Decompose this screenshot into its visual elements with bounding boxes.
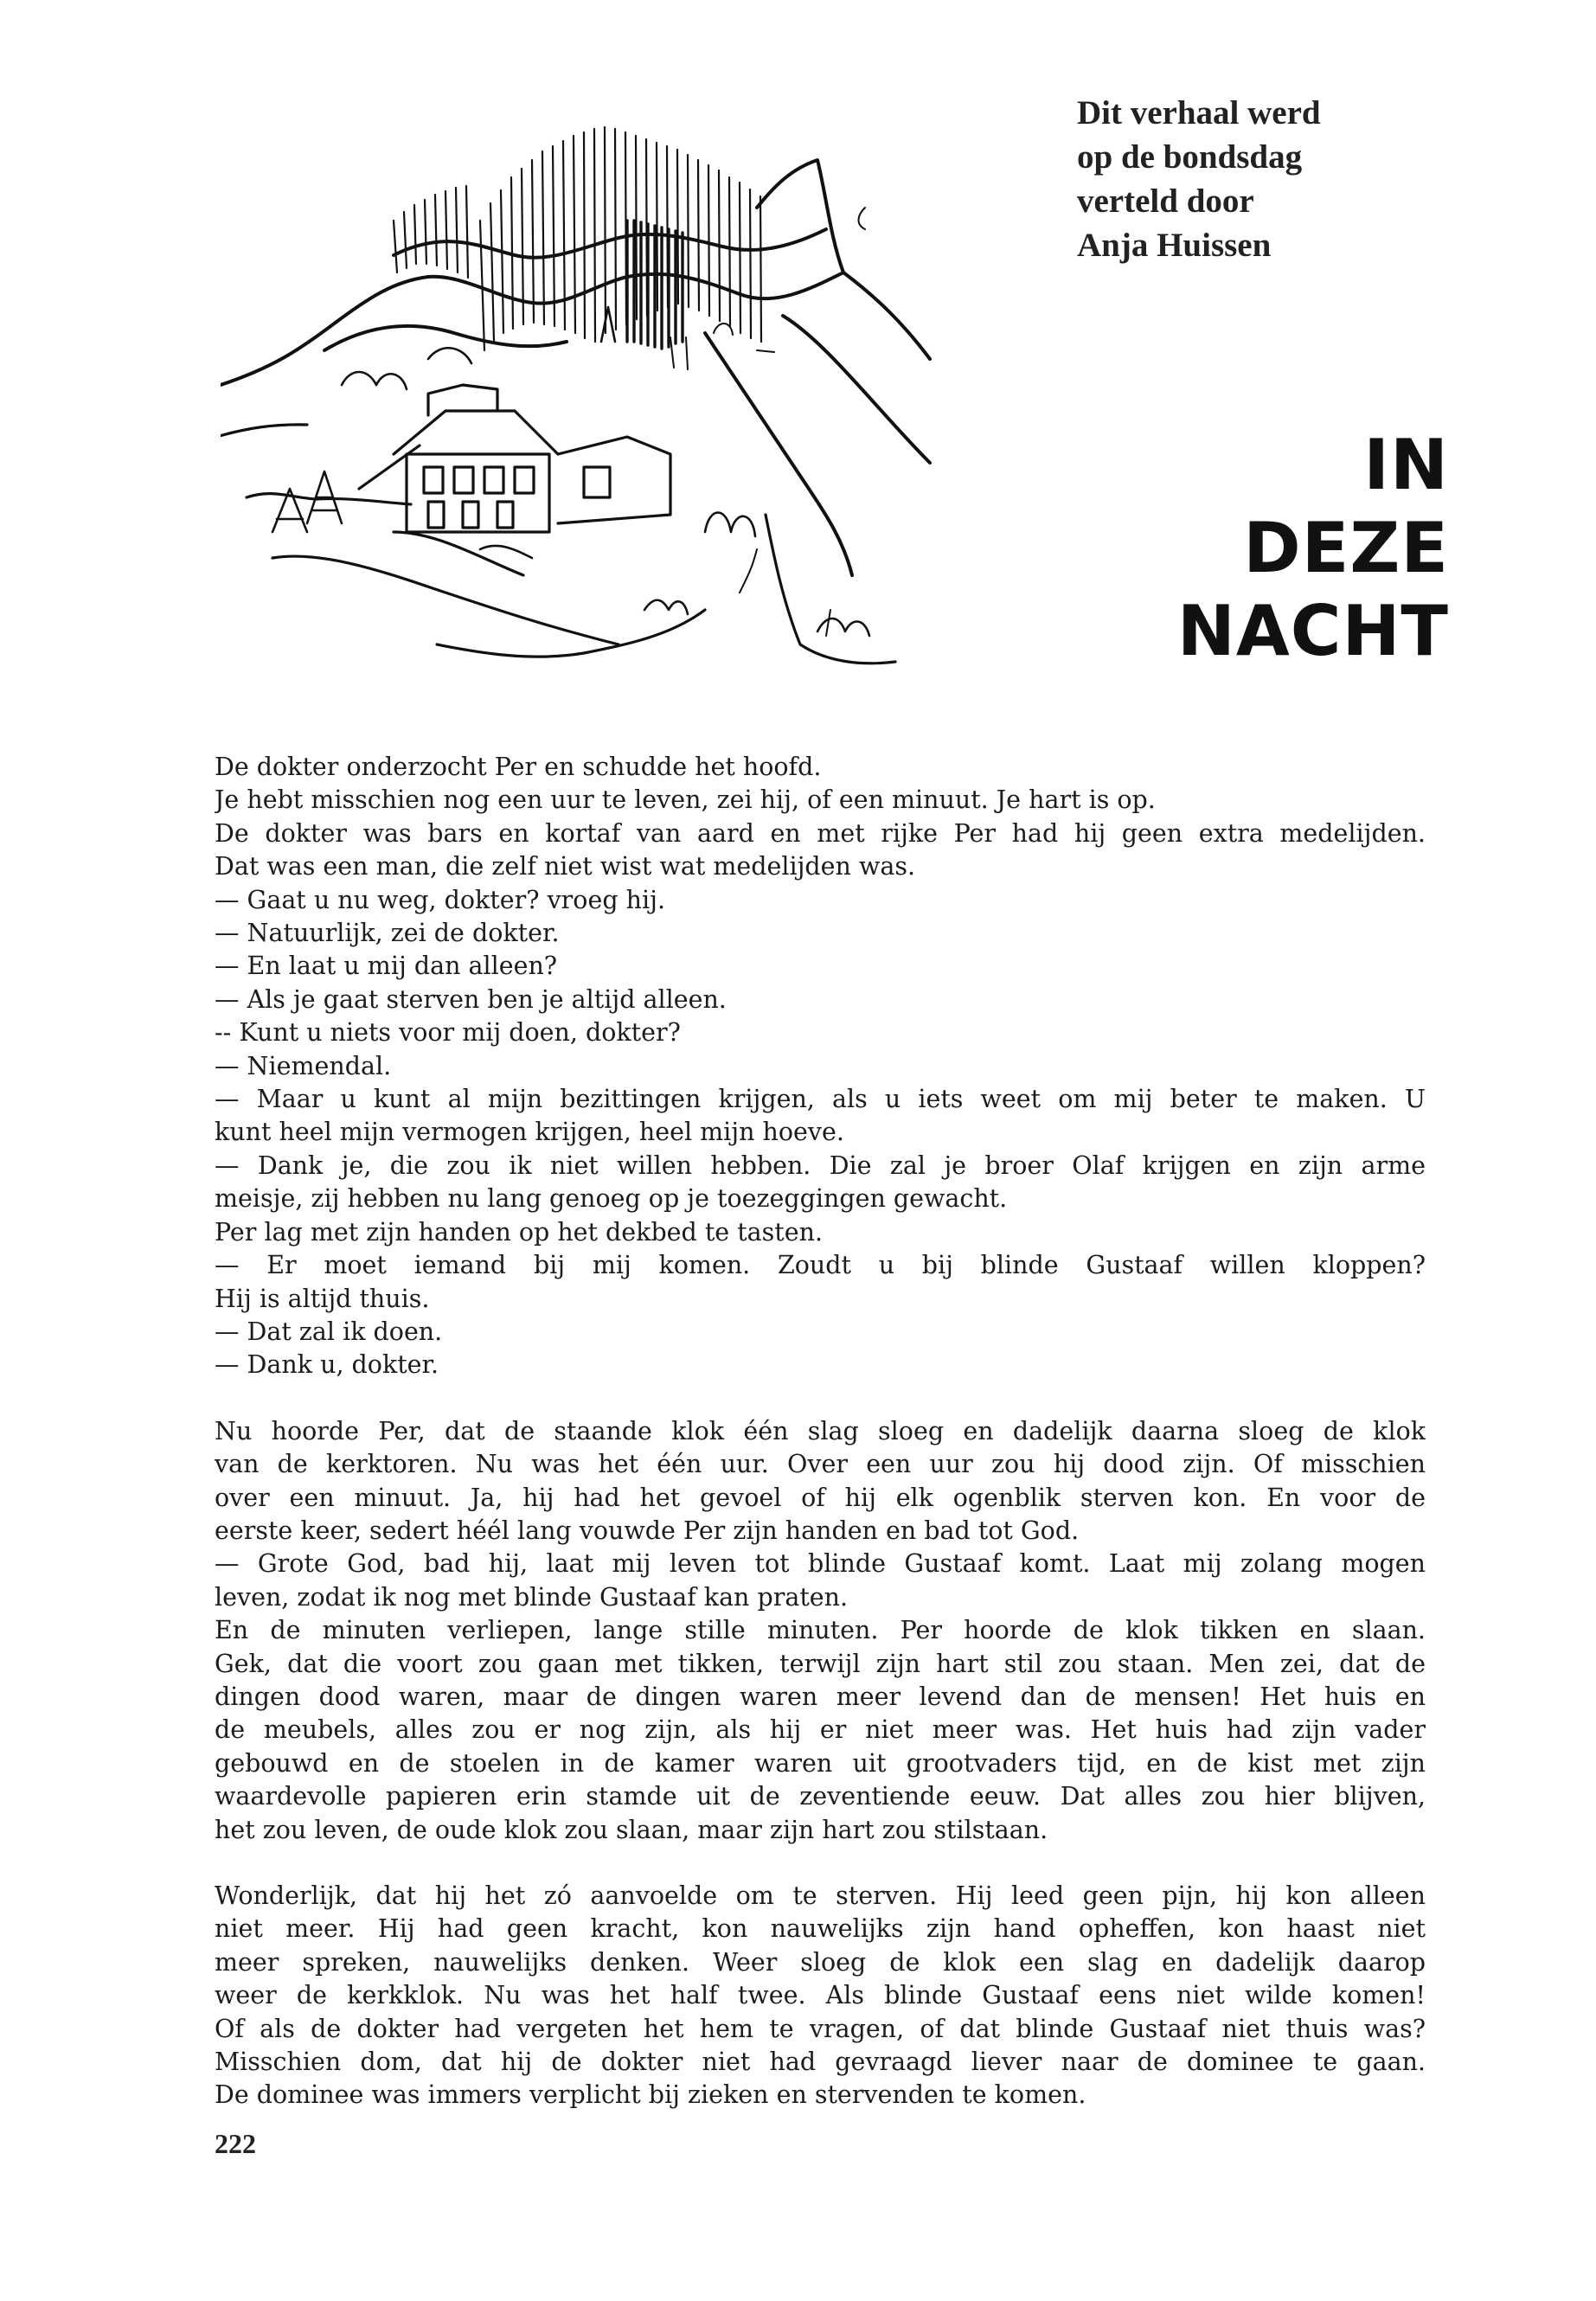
text-line: De dokter onderzocht Per en schudde het hoofd. [215,753,822,781]
text-line: — Gaat u nu weg, dokter? vroeg hij. [215,885,666,914]
text-line: — Als je gaat sterven ben je altijd alleen. [215,984,727,1014]
text-line: het zou leven, de oude klok zou slaan, maar zijn hart zou stilstaan. [215,1815,1048,1844]
title-line: IN [1363,425,1449,505]
ground-lines [221,425,895,663]
text-line: de meubels, alles zou er nog zijn, als hij er niet meer was. Het huis had zijn vader [215,1715,1426,1745]
text-line: Je hebt misschien nog een uur te leven, zei hij, of een minuut. Je hart is op. [215,785,1156,815]
title-line: NACHT [1176,591,1449,671]
text-line: — Er moet iemand bij mij komen. Zoudt u bij blinde Gustaaf willen kloppen? [215,1251,1426,1280]
intro-line: Dit verhaal werd [1077,94,1321,131]
text-line: -- Kunt u niets voor mij doen, dokter? [215,1018,681,1048]
story-intro [1077,91,1440,267]
text-line: En de minuten verliepen, lange stille minuten. Per hoorde de klok tikken en slaan. [215,1616,1426,1645]
story-paragraph-3 [215,1880,1426,2112]
text-line: Wonderlijk, dat hij het zó aanvoelde om te sterven. Hij leed geen pijn, hij kon alleen [215,1881,1426,1910]
text-line: weer de kerkklok. Nu was het half twee. Als blinde Gustaaf eens niet wilde komen! [215,1981,1426,2010]
text-line: waardevolle papieren erin stamde uit de zeventiende eeuw. Dat alles zou hier blijven, [215,1782,1426,1811]
text-line: gebouwd en de stoelen in de kamer waren uit grootvaders tijd, en de kist met zijn [215,1748,1426,1778]
text-line: — Niemendal. [215,1051,392,1080]
dark-cliff-block [627,221,683,349]
intro-line: Anja Huissen [1077,227,1272,264]
page-number: 222 [215,2128,256,2159]
text-line: niet meer. Hij had geen kracht, kon nauwelijks zijn hand opheffen, kon haast niet [215,1914,1426,1944]
text-line: — Dank je, die zou ik niet willen hebben. Die zal je broer Olaf krijgen en zijn arme [215,1150,1426,1180]
text-line: Per lag met zijn handen op het dekbed te tasten. [215,1217,824,1247]
text-line: — Maar u kunt al mijn bezittingen krijgen, als u iets weet om mij beter te maken. U [215,1085,1426,1114]
hatching-strokes [394,127,761,350]
story-paragraph-1 [215,751,1426,1382]
chalet-house [359,385,670,532]
text-line: dingen dood waren, maar de dingen waren meer levend dan de mensen! Het huis en [215,1682,1426,1711]
story-title [1138,424,1449,673]
intro-line: op de bondsdag [1077,138,1303,176]
text-line: — Natuurlijk, zei de dokter. [215,919,560,948]
text-line: — Grote God, bad hij, laat mij leven tot blinde Gustaaf komt. Laat mij zolang mogen [215,1549,1426,1579]
intro-line: verteld door [1077,183,1254,220]
text-line: — Dat zal ik doen. [215,1317,443,1346]
mountain-ridges [221,160,930,575]
text-line: De dokter was bars en kortaf van aard en met rijke Per had hij geen extra medelijden. [215,818,1426,848]
text-line: Misschien dom, dat hij de dokter niet had gevraagd liever naar de dominee te gaan. [215,2048,1426,2077]
text-line: Of als de dokter had vergeten het hem te vragen, of dat blinde Gustaaf niet thuis was? [215,2014,1426,2043]
text-line: van de kerktoren. Nu was het één uur. Over een uur zou hij dood zijn. Of misschien [215,1450,1426,1479]
text-line: over een minuut. Ja, hij had het gevoel of hij elk ogenblik sterven kon. En voor de [215,1483,1426,1512]
text-line: Gek, dat die voort zou gaan met tikken, terwijl zijn hart stil zou staan. Men zei, dat de [215,1649,1426,1678]
text-line: meer spreken, nauwelijks denken. Weer sloeg de klok een slag en dadelijk daarop [215,1947,1426,1977]
text-line: Nu hoorde Per, dat de staande klok één slag sloeg en dadelijk daarna sloeg de klok [215,1416,1426,1445]
text-line: kunt heel mijn vermogen krijgen, heel mijn hoeve. [215,1118,844,1147]
text-line: — Dank u, dokter. [215,1350,439,1380]
text-line: leven, zodat ik nog met blinde Gustaaf kan praten. [215,1582,849,1612]
text-line: De dominee was immers verplicht bij zieken en stervenden te komen. [215,2080,1086,2110]
text-line: — En laat u mij dan alleen? [215,952,558,981]
text-line: Hij is altijd thuis. [215,1284,430,1313]
text-line: Dat was een man, die zelf niet wist wat medelijden was. [215,852,916,881]
mountain-landscape-illustration [221,125,1051,679]
trees-vegetation [272,307,869,636]
title-line: DEZE [1243,508,1449,588]
text-line: meisje, zij hebben nu lang genoeg op je toezeggingen gewacht. [215,1184,1008,1214]
text-line: eerste keer, sedert héél lang vouwde Per zijn handen en bad tot God. [215,1516,1080,1545]
story-paragraph-2 [215,1415,1426,1847]
story-body [215,751,1426,2112]
